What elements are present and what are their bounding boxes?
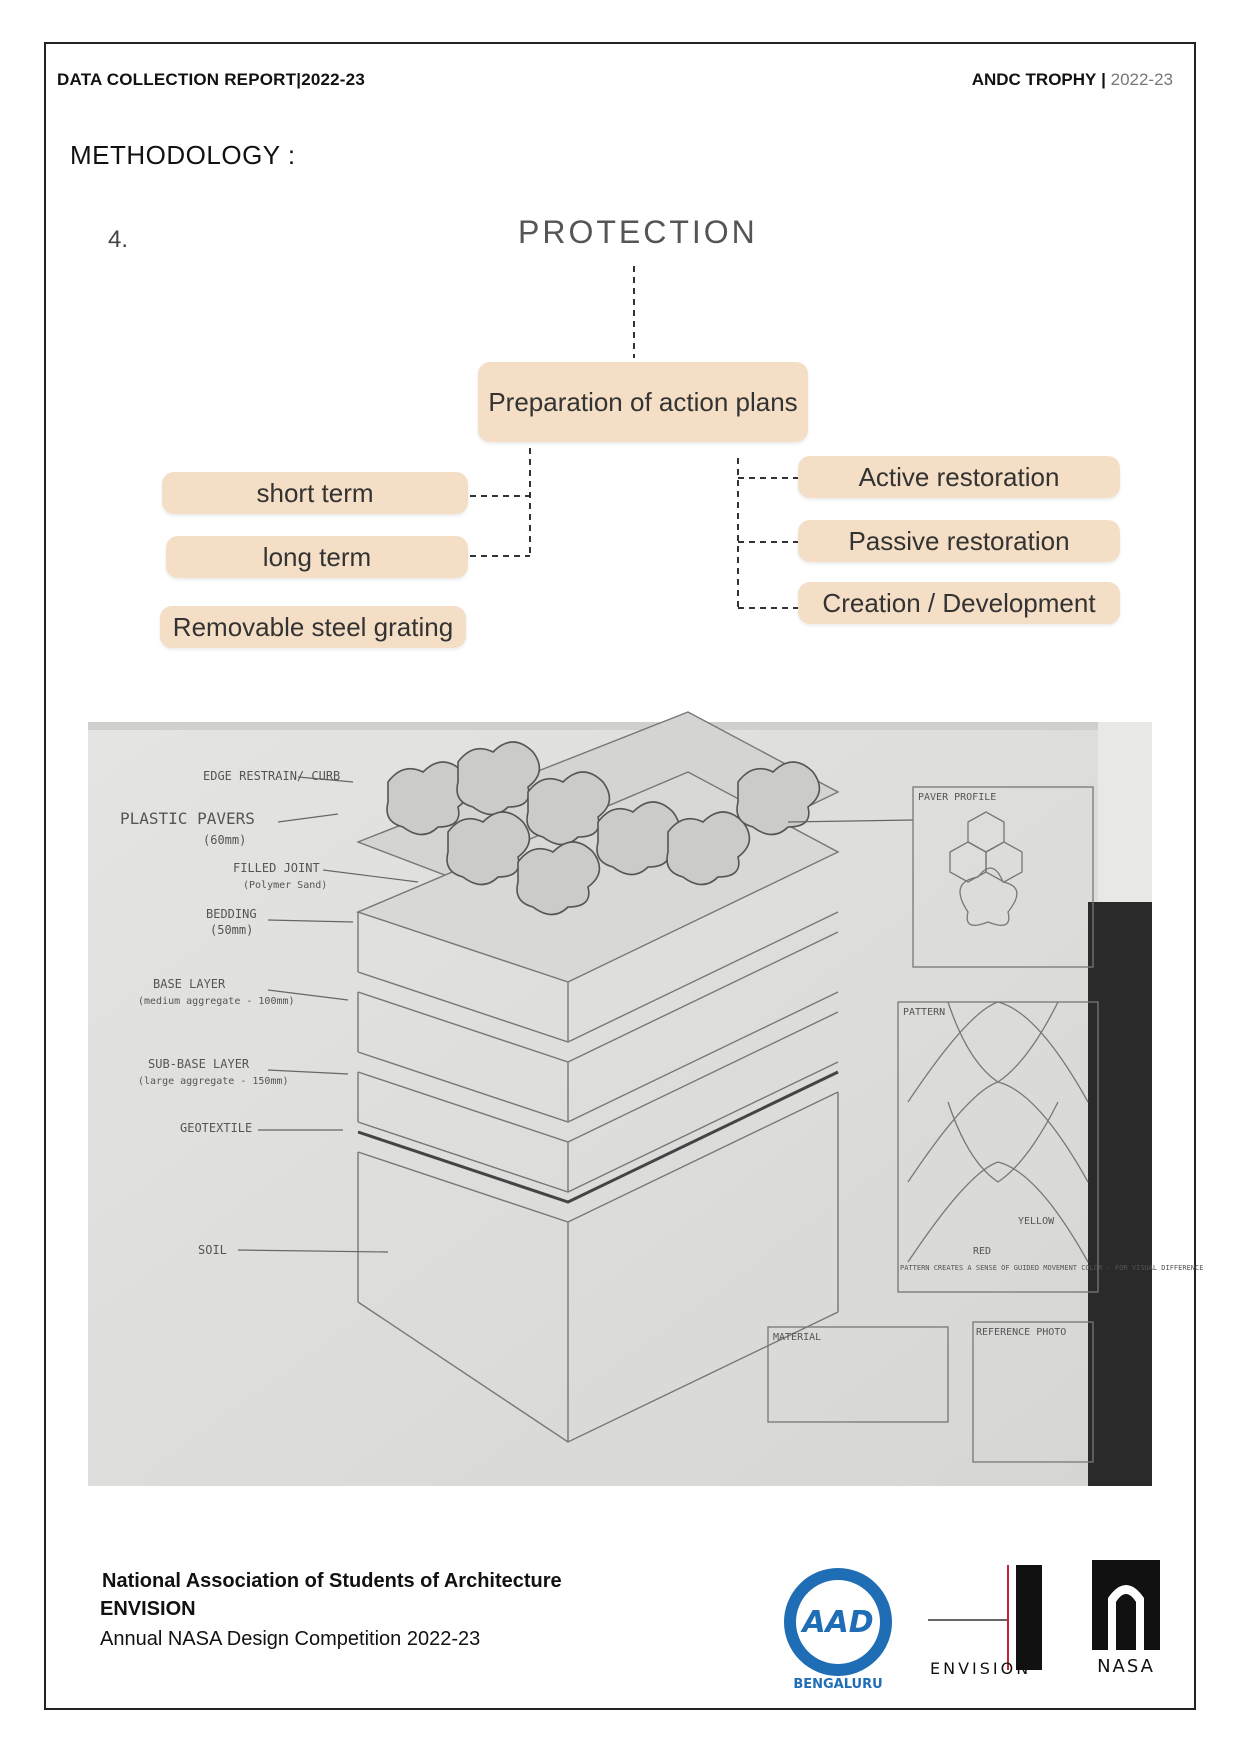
envision-emblem [928, 1560, 1048, 1680]
aditya-academy-emblem [776, 1570, 900, 1694]
header-year: 2022-23 [1110, 70, 1173, 89]
nasa-logo [1090, 1558, 1164, 1678]
aditya-logo-caption: BENGALURU [793, 1677, 883, 1692]
item-number: 4. [108, 226, 129, 253]
left-node-short-term: short term [162, 472, 468, 514]
label-geotextile: GEOTEXTILE [180, 1121, 253, 1135]
label-bedding-size: (50mm) [210, 923, 254, 937]
label-joint-sub: (Polymer Sand) [243, 880, 328, 891]
left-node-steel-grating: Removable steel grating [160, 606, 466, 648]
label-pavers-size: (60mm) [203, 833, 247, 847]
footer-competition: Annual NASA Design Competition 2022-23 [100, 1628, 481, 1650]
right-node-active: Active restoration [798, 456, 1120, 498]
header-trophy-name: ANDC TROPHY [971, 70, 1097, 89]
label-subbase: SUB-BASE LAYER [148, 1057, 250, 1071]
footer-envision: ENVISION [100, 1598, 196, 1620]
section-title: METHODOLOGY : [70, 140, 296, 170]
footer-org: National Association of Students of Architecture [102, 1570, 562, 1592]
svg-text:AAD: AAD [802, 1605, 874, 1640]
label-pattern-red: RED [973, 1246, 992, 1257]
aditya-academy-logo [776, 1570, 900, 1694]
right-node-passive: Passive restoration [798, 520, 1120, 562]
right-node-creation: Creation / Development [798, 582, 1120, 624]
diagram-root: PROTECTION [518, 214, 758, 250]
header-separator: | [1101, 70, 1106, 89]
label-base: BASE LAYER [153, 977, 226, 991]
label-pavers: PLASTIC PAVERS [120, 809, 255, 828]
label-joint: FILLED JOINT [233, 861, 320, 875]
nasa-logo-caption: NASA [1097, 1656, 1155, 1677]
label-subbase-sub: (large aggregate - 150mm) [138, 1076, 289, 1087]
header-report-title: DATA COLLECTION REPORT|2022-23 [57, 70, 365, 89]
label-pattern-box: PATTERN [903, 1007, 946, 1018]
label-soil: SOIL [198, 1243, 227, 1257]
sketch-drawing [88, 722, 1204, 1486]
label-base-sub: (medium aggregate - 100mm) [138, 996, 295, 1007]
sketch-photo [88, 722, 1204, 1486]
envision-logo-caption: ENVISION [930, 1659, 1032, 1678]
label-reference-box: REFERENCE PHOTO [976, 1327, 1067, 1338]
left-node-long-term: long term [166, 536, 468, 578]
envision-logo [928, 1560, 1048, 1680]
label-pattern-yellow: YELLOW [1018, 1216, 1055, 1227]
nasa-emblem [1090, 1558, 1164, 1678]
label-edge: EDGE RESTRAIN/ CURB [203, 769, 341, 783]
center-node: Preparation of action plans [478, 362, 808, 442]
label-paver-box: PAVER PROFILE [918, 792, 997, 803]
label-pattern-note: PATTERN CREATES A SENSE OF GUIDED MOVEMENT COLOR - FOR VISUAL DIFFERENCE [900, 1264, 1204, 1272]
label-material-box: MATERIAL [773, 1332, 822, 1343]
label-bedding: BEDDING [206, 907, 257, 921]
